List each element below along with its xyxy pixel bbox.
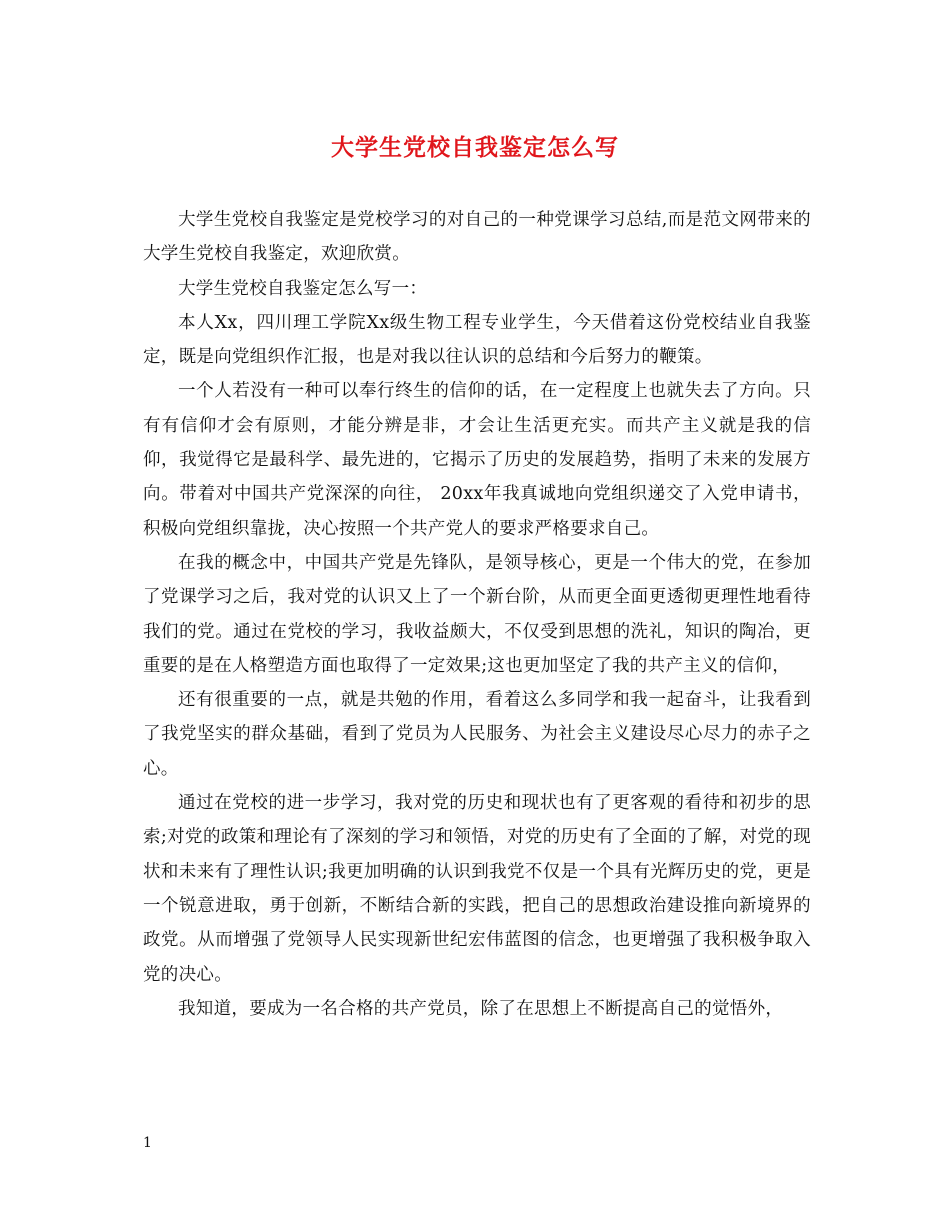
paragraph-party-concept: 在我的概念中，中国共产党是先锋队，是领导核心，更是一个伟大的党，在参加了党课学习之后，我对党的认识又上了一个新台阶，从而更全面更透彻更理性地看待我们的党。通过在党校的学习，我收益颇大，不仅受到思想的洗礼，知识的陶冶，更重要的是在人格塑造方面也取得了一定效果;这也更加坚定了我的共产主义的信仰，	[143, 552, 811, 676]
paragraph-belief: 一个人若没有一种可以奉行终生的信仰的话，在一定程度上也就失去了方向。只有有信仰才会有原则，才能分辨是非，才会让生活更充实。而共产主义就是我的信仰，我觉得它是最科学、最先进的，它揭示了历史的发展趋势，指明了未来的发展方向。带着对中国共产党深深的向往， 20xx年我真诚地向党组织递交了入党申请书，积极向党组织靠拢，决心按照一个共产党人的要求严格要求自己。	[143, 381, 811, 539]
paragraph-self-introduction: 本人Xx，四川理工学院Xx级生物工程专业学生，今天借着这份党校结业自我鉴定，既是向党组织作汇报，也是对我以往认识的总结和今后努力的鞭策。	[143, 312, 811, 368]
document-title: 大学生党校自我鉴定怎么写	[331, 134, 619, 161]
document-body	[143, 203, 811, 1026]
paragraph-section-heading: 大学生党校自我鉴定怎么写一：	[178, 278, 428, 299]
paragraph-further-study: 通过在党校的进一步学习，我对党的历史和现状也有了更客观的看待和初步的思索;对党的政策和理论有了深刻的学习和领悟，对党的历史有了全面的了解，对党的现状和未来有了理性认识;我更加明确的认识到我党不仅是一个具有光辉历史的党，更是一个锐意进取，勇于创新，不断结合新的实践，把自己的思想政治建设推向新境界的政党。从而增强了党领导人民实现新世纪宏伟蓝图的信念，也更增强了我积极争取入党的决心。	[143, 793, 811, 985]
paragraph-qualified-member: 我知道，要成为一名合格的共产党员，除了在思想上不断提高自己的觉悟外，	[178, 998, 784, 1019]
page-number: 1	[143, 1135, 152, 1151]
paragraph-intro: 大学生党校自我鉴定是党校学习的对自己的一种党课学习总结,而是范文网带来的大学生党校自我鉴定，欢迎欣赏。	[143, 210, 811, 265]
paragraph-mutual-encouragement: 还有很重要的一点，就是共勉的作用，看着这么多同学和我一起奋斗，让我看到了我党坚实的群众基础，看到了党员为人民服务、为社会主义建设尽心尽力的赤子之心。	[143, 690, 811, 779]
